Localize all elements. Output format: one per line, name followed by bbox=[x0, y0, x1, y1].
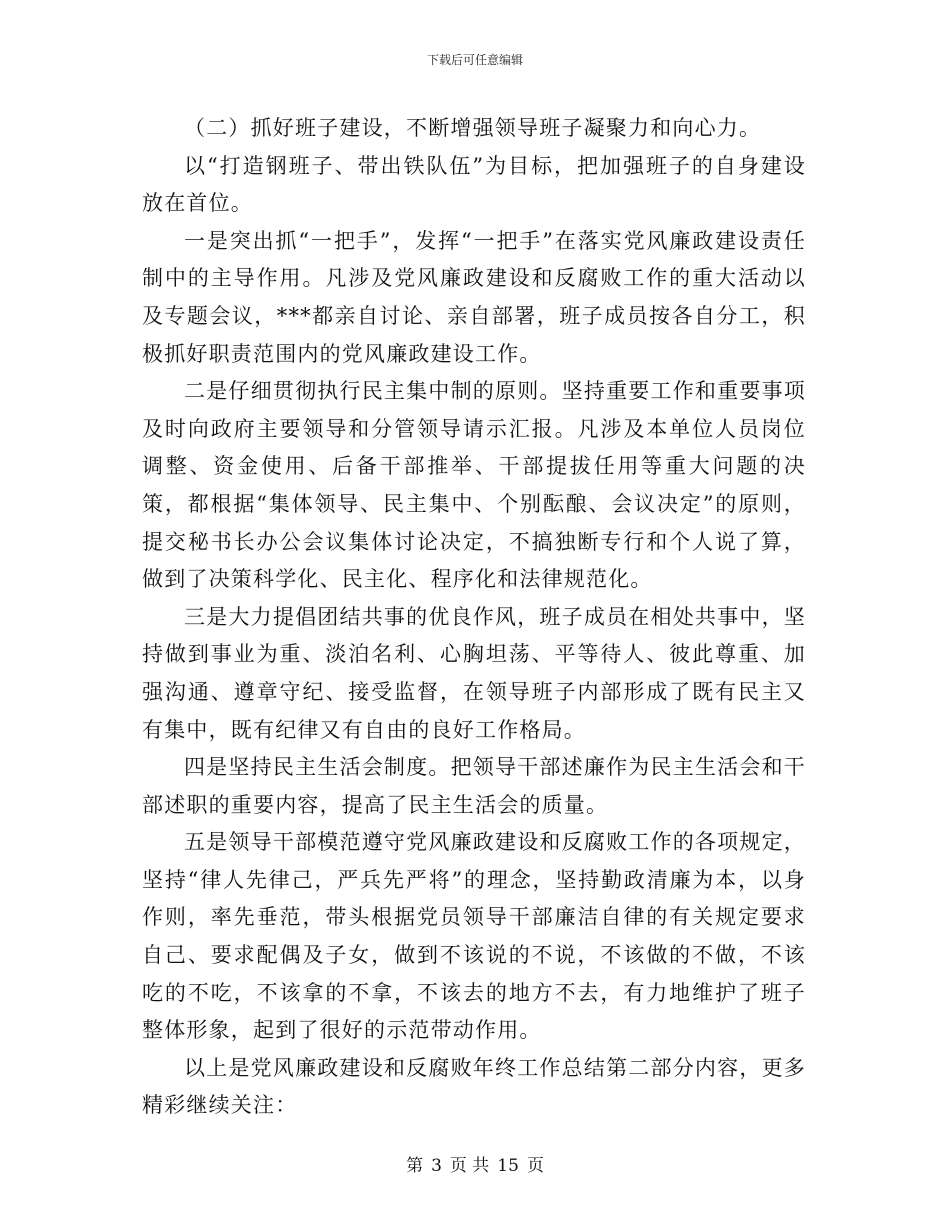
paragraph-point-two: 二是仔细贯彻执行民主集中制的原则。坚持重要工作和重要事项及时向政府主要领导和分管领导请示汇报。凡涉及本单位人员岗位调整、资金使用、后备干部推举、干部提拔任用等重大问题的决策，都根据“集体领导、民主集中、个别酝酿、会议决定”的原则，提交秘书长办公会议集体讨论决定，不搞独断专行和个人说了算，做到了决策科学化、民主化、程序化和法律规范化。 bbox=[142, 379, 806, 592]
page-number-current: 3 bbox=[431, 1156, 442, 1176]
page-header-note: 下载后可任意编辑 bbox=[426, 53, 523, 67]
paragraph-point-three: 三是大力提倡团结共事的优良作风，班子成员在相处共事中，坚持做到事业为重、淡泊名利、心胸坦荡、平等待人、彼此尊重、加强沟通、遵章守纪、接受监督，在领导班子内部形成了既有民主又有集中，既有纪律又有自由的良好工作格局。 bbox=[142, 604, 806, 742]
paragraph-closing: 以上是党风廉政建设和反腐败年终工作总结第二部分内容，更多精彩继续关注： bbox=[142, 1055, 806, 1118]
page-footer bbox=[0, 1155, 950, 1177]
paragraph-point-one: 一是突出抓“一把手”，发挥“一把手”在落实党风廉政建设责任制中的主导作用。凡涉及党风廉政建设和反腐败工作的重大活动以及专题会议，***都亲自讨论、亲自部署，班子成员按各自分工，积极抓好职责范围内的党风廉政建设工作。 bbox=[142, 228, 806, 366]
section-heading: （二）抓好班子建设，不断增强领导班子凝聚力和向心力。 bbox=[184, 116, 762, 140]
page-number-total: 15 bbox=[497, 1156, 519, 1176]
paragraph-intro: 以“打造钢班子、带出铁队伍”为目标，把加强班子的自身建设放在首位。 bbox=[142, 153, 806, 216]
footer-suffix: 页 bbox=[526, 1156, 544, 1176]
footer-middle: 页 共 bbox=[449, 1156, 490, 1176]
paragraph-point-five: 五是领导干部模范遵守党风廉政建设和反腐败工作的各项规定，坚持“律人先律己，严兵先严将”的理念，坚持勤政清廉为本，以身作则，率先垂范，带头根据党员领导干部廉洁自律的有关规定要求自己、要求配偶及子女，做到不该说的不说，不该做的不做，不该吃的不吃，不该拿的不拿，不该去的地方不去，有力地维护了班子整体形象，起到了很好的示范带动作用。 bbox=[142, 830, 806, 1043]
document-body bbox=[142, 110, 806, 1125]
paragraph-point-four: 四是坚持民主生活会制度。把领导干部述廉作为民主生活会和干部述职的重要内容，提高了民主生活会的质量。 bbox=[142, 755, 806, 817]
footer-prefix: 第 bbox=[406, 1156, 424, 1176]
